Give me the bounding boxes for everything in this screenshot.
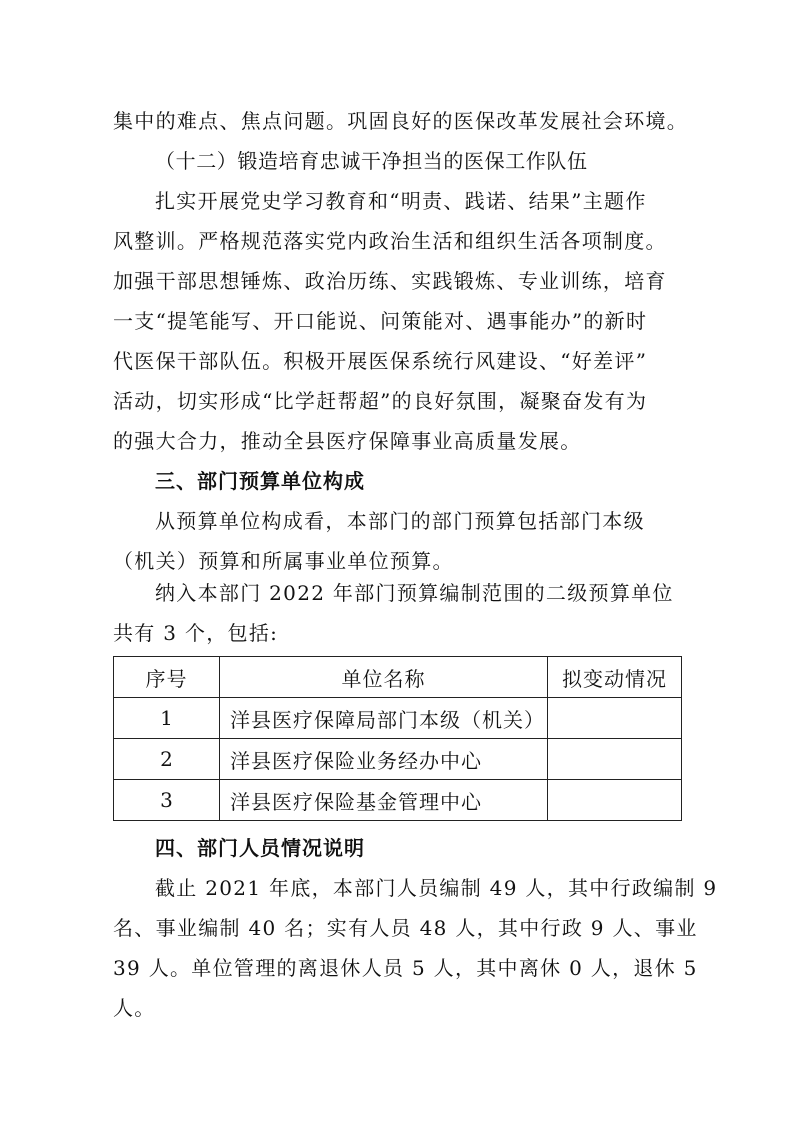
paragraph-line: 名、事业编制 40 名；实有人员 48 人，其中行政 9 人、事业 [113, 916, 698, 940]
paragraph-line: 活动，切实形成“比学赶帮超”的良好氛围，凝聚奋发有为 [113, 389, 648, 413]
section-heading: 四、部门人员情况说明 [155, 836, 365, 860]
header-planned-change: 拟变动情况 [548, 657, 682, 698]
paragraph-line: 扎实开展党史学习教育和“明责、践诺、结果”主题作 [155, 189, 647, 213]
cell-planned-change [548, 698, 682, 739]
paragraph-line: （机关）预算和所属事业单位预算。 [113, 549, 454, 573]
table-row [114, 739, 682, 780]
cell-serial-number: 2 [114, 739, 220, 780]
table-row [114, 698, 682, 739]
header-unit-name: 单位名称 [220, 657, 548, 698]
paragraph-line: 的强大合力，推动全县医疗保障事业高质量发展。 [113, 429, 582, 453]
paragraph-line: 集中的难点、焦点问题。巩固良好的医保改革发展社会环境。 [113, 109, 689, 133]
paragraph-line: 从预算单位构成看，本部门的部门预算包括部门本级 [155, 509, 645, 533]
paragraph-line: 加强干部思想锤炼、政治历练、实践锻炼、专业训练，培育 [113, 269, 667, 293]
cell-serial-number: 3 [114, 780, 220, 821]
header-serial-number: 序号 [114, 657, 220, 698]
paragraph-line: 风整训。严格规范落实党内政治生活和组织生活各项制度。 [113, 229, 667, 253]
cell-unit-name: 洋县医疗保险基金管理中心 [220, 780, 548, 821]
paragraph-line: 共有 3 个，包括: [113, 621, 279, 645]
section-heading: 三、部门预算单位构成 [155, 469, 365, 493]
paragraph-line: 纳入本部门 2022 年部门预算编制范围的二级预算单位 [155, 581, 674, 605]
paragraph-line: 一支“提笔能写、开口能说、问策能对、遇事能办”的新时 [113, 309, 648, 333]
paragraph-line: 人。 [113, 996, 156, 1020]
table-row [114, 780, 682, 821]
table-header-row [114, 657, 682, 698]
paragraph-line: 代医保干部队伍。积极开展医保系统行风建设、“好差评” [113, 349, 648, 373]
cell-unit-name: 洋县医疗保障局部门本级（机关） [220, 698, 548, 739]
paragraph-line: 截止 2021 年底，本部门人员编制 49 人，其中行政编制 9 [155, 876, 718, 900]
budget-units-table [113, 656, 682, 821]
section-subtitle: （十二）锻造培育忠诚干净担当的医保工作队伍 [155, 149, 588, 173]
cell-unit-name: 洋县医疗保险业务经办中心 [220, 739, 548, 780]
paragraph-line: 39 人。单位管理的离退休人员 5 人，其中离休 0 人，退休 5 [113, 956, 698, 980]
cell-serial-number: 1 [114, 698, 220, 739]
cell-planned-change [548, 780, 682, 821]
cell-planned-change [548, 739, 682, 780]
